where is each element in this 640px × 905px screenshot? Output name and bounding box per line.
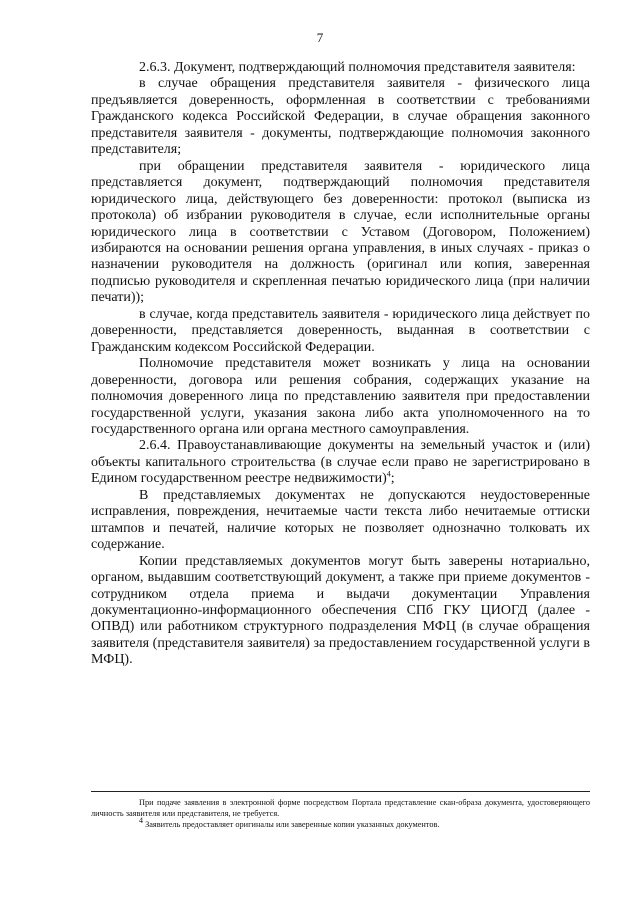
footnote-portal-scan — [91, 797, 590, 819]
footnote-text: Заявитель предоставляет оригиналы или заверенные копии указанных документов. — [145, 820, 440, 830]
footnote-ref-4: 4 — [386, 469, 391, 479]
footnotes — [91, 797, 590, 831]
paragraph-copies-certification: Копии представляемых документов могут быть заверены нотариально, органом, выдавшим соответствующий документ, а также при приеме документов - сотрудником отдела приема и выдачи документации Управления документационно-информационного обеспечения СПб ГКУ ЦИОГД (далее - ОПВД) или работником структурного подразделения МФЦ (в случае обращения заявителя (представителя заявителя) за предоставлением государственной услуги в МФЦ). — [91, 553, 590, 668]
paragraph-power-of-attorney: в случае, когда представитель заявителя - юридического лица действует по доверенности, представляется доверенность, выданная в соответствии с Гражданским кодексом Российской Федерации. — [91, 306, 590, 355]
footnote-4 — [91, 816, 590, 830]
footnote-marker: 4 — [139, 816, 143, 826]
paragraph-2-6-3: 2.6.3. Документ, подтверждающий полномочия представителя заявителя: — [139, 60, 576, 75]
paragraph-2-6-4-text: 2.6.4. Правоустанавливающие документы на земельный участок и (или) объекты капитального строительства (в случае если право не зарегистрировано в Едином государственном реестре недвижимости) — [91, 438, 590, 487]
paragraph-document-corrections: В представляемых документах не допускаются неудостоверенные исправления, повреждения, нечитаемые части текста либо нечитаемые оттиски штампов и печатей, наличие которых не позволяет однозначно толковать их содержание. — [91, 487, 590, 553]
paragraph-2-6-4-tail: ; — [390, 471, 395, 487]
footnote-separator — [91, 791, 590, 792]
paragraph-authority-basis: Полномочие представителя может возникать у лица на основании доверенности, договора или решения собрания, содержащих указание на полномочия доверенного лица по представлению заявителя при предоставлении государственной услуги, указания закона либо акта уполномоченного на то государственного органа или органа местного самоуправления. — [91, 356, 590, 437]
document-body — [91, 60, 590, 669]
paragraph-physical-person-representative: в случае обращения представителя заявителя - физического лица предъявляется доверенность, оформленная в соответствии с требованиями Гражданского кодекса Российской Федерации, в случае обращения законного представителя заявителя - документы, подтверждающие полномочия законного представителя; — [91, 76, 590, 158]
footnote-text: При подаче заявления в электронной форме посредством Портала представление скан-образа документа, удостоверяющего личность заявителя или представителя, не требуется. — [91, 798, 590, 819]
paragraph-2-6-4 — [91, 438, 590, 487]
paragraph-legal-entity-representative: при обращении представителя заявителя - юридического лица представляется документ, подтверждающий полномочия представителя юридического лица, действующего без доверенности: протокол (выписка из протокола) об избрании руководителя в случае, если исполнительные органы юридического лица в соответствии с Уставом (Договором, Положением) избираются на основании решения органа управления, в иных случаях - приказ о назначении руководителя на должность (оригинал или копия, заверенная подписью руководителя и скрепленная печатью юридического лица (при наличии печати)); — [91, 158, 590, 306]
page-number: 7 — [316, 30, 324, 45]
